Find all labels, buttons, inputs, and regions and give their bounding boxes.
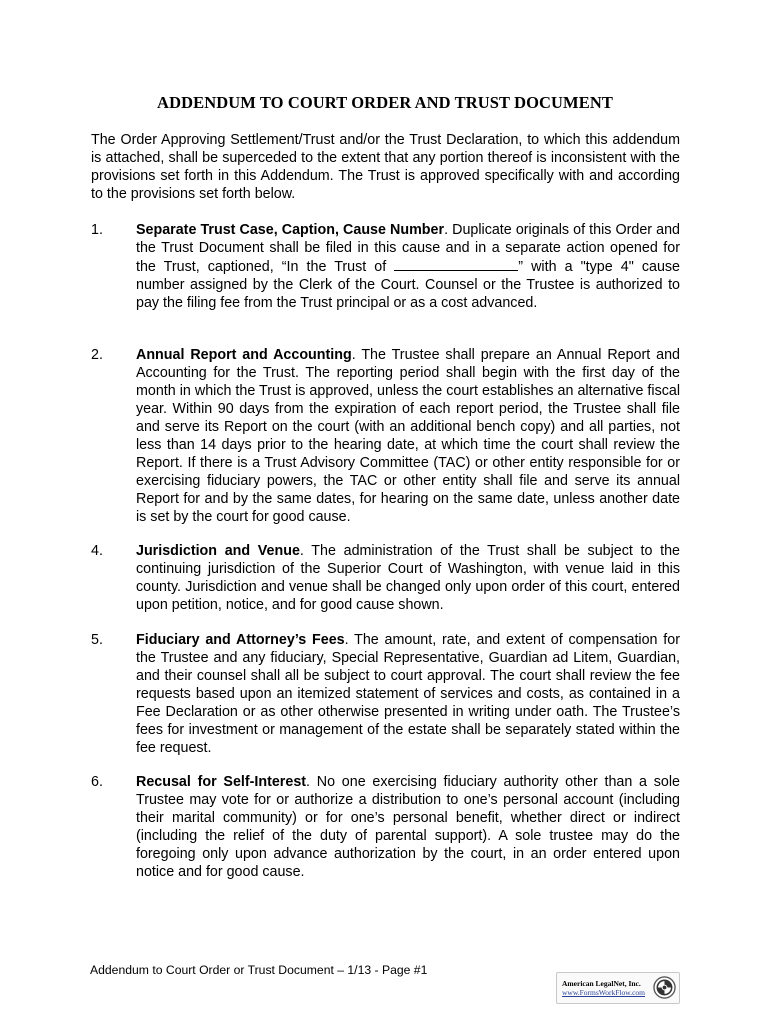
globe-emblem-icon (653, 976, 676, 999)
section-number: 1. (91, 222, 103, 238)
section-heading: Jurisdiction and Venue (136, 543, 300, 559)
section-text-part-2: ” with a "type 4" cause number assigned by the Clerk of the Court. Counsel or the Trustee is authorized to pay the filing fee from the Trust principal or as a cost advanced. (136, 259, 680, 311)
section-heading: Separate Trust Case, Caption, Cause Number (136, 222, 445, 238)
section-body (136, 631, 680, 757)
section-number: 2. (91, 347, 103, 363)
publisher-logo (556, 972, 680, 1004)
logo-text (562, 979, 645, 997)
section-1 (91, 221, 680, 312)
page-footer: Addendum to Court Order or Trust Document – 1/13 - Page #1 (90, 963, 428, 977)
section-5 (91, 631, 680, 757)
page-title: ADDENDUM TO COURT ORDER AND TRUST DOCUMENT (157, 93, 613, 112)
section-2 (91, 346, 680, 526)
section-6 (91, 773, 680, 881)
section-text: . The administration of the Trust shall be subject to the continuing jurisdiction of the Superior Court of Washington, with venue laid in this county. Jurisdiction and venue shall be changed only upon order of this court, entered upon petition, notice, and for good cause shown. (136, 543, 680, 613)
section-4 (91, 542, 680, 614)
blank-fill-line (394, 257, 518, 271)
logo-company: American LegalNet, Inc. (562, 979, 641, 988)
section-body (136, 221, 680, 312)
section-heading: Annual Report and Accounting (136, 347, 352, 363)
section-number: 6. (91, 774, 103, 790)
section-text: . The amount, rate, and extent of compensation for the Trustee and any fiduciary, Special Representative, Guardian ad Litem, Guardian, and their counsel shall all be subject to court approval. The court shall review the fee requests based upon an itemized statement of services and costs, as contained in a Fee Declaration or as other otherwise presented in writing under oath. The Trustee’s fees for investment or management of the estate shall be separately stated within the fee request. (136, 632, 680, 756)
section-body (136, 542, 680, 614)
section-heading: Recusal for Self-Interest (136, 774, 307, 790)
logo-url-link[interactable]: www.FormsWorkFlow.com (562, 988, 646, 997)
intro-paragraph: The Order Approving Settlement/Trust and/or the Trust Declaration, to which this addendum is attached, shall be superceded to the extent that any portion thereof is inconsistent with the provisions set forth in this Addendum. The Trust is approved specifically with and according to the provisions set forth below. (91, 132, 680, 202)
section-number: 5. (91, 632, 103, 648)
section-body (136, 773, 680, 881)
section-number: 4. (91, 543, 103, 559)
section-body (136, 346, 680, 526)
section-text: . The Trustee shall prepare an Annual Report and Accounting for the Trust. The reporting period shall begin with the first day of the month in which the Trust is approved, unless the court establishes an alternative fiscal year. Within 90 days from the expiration of each report period, the Trustee shall file and serve its Report on the court (with an additional bench copy) and all parties, not less than 14 days prior to the hearing date, at which time the court shall review the Report. If there is a Trust Advisory Committee (TAC) or other entity responsible for or exercising fiduciary powers, the TAC or other entity shall file and serve its annual Report for and by the same dates, for hearing on the same date, unless another date is set by the court for good cause. (136, 347, 680, 525)
section-text-part-1: . Duplicate originals of this Order and the Trust Document shall be filed in this cause and in a separate action opened for the Trust, captioned, “In the Trust of (136, 222, 680, 275)
section-heading: Fiduciary and Attorney’s Fees (136, 632, 345, 648)
section-text: . No one exercising fiduciary authority other than a sole Trustee may vote for or authorize a distribution to one’s personal account (including their marital community) or for one’s personal benefit, whether direct or indirect (including the relief of the duty of parental support). A sole trustee may do the foregoing only upon advance authorization by the court, in an order entered upon notice and for good cause. (136, 774, 680, 880)
